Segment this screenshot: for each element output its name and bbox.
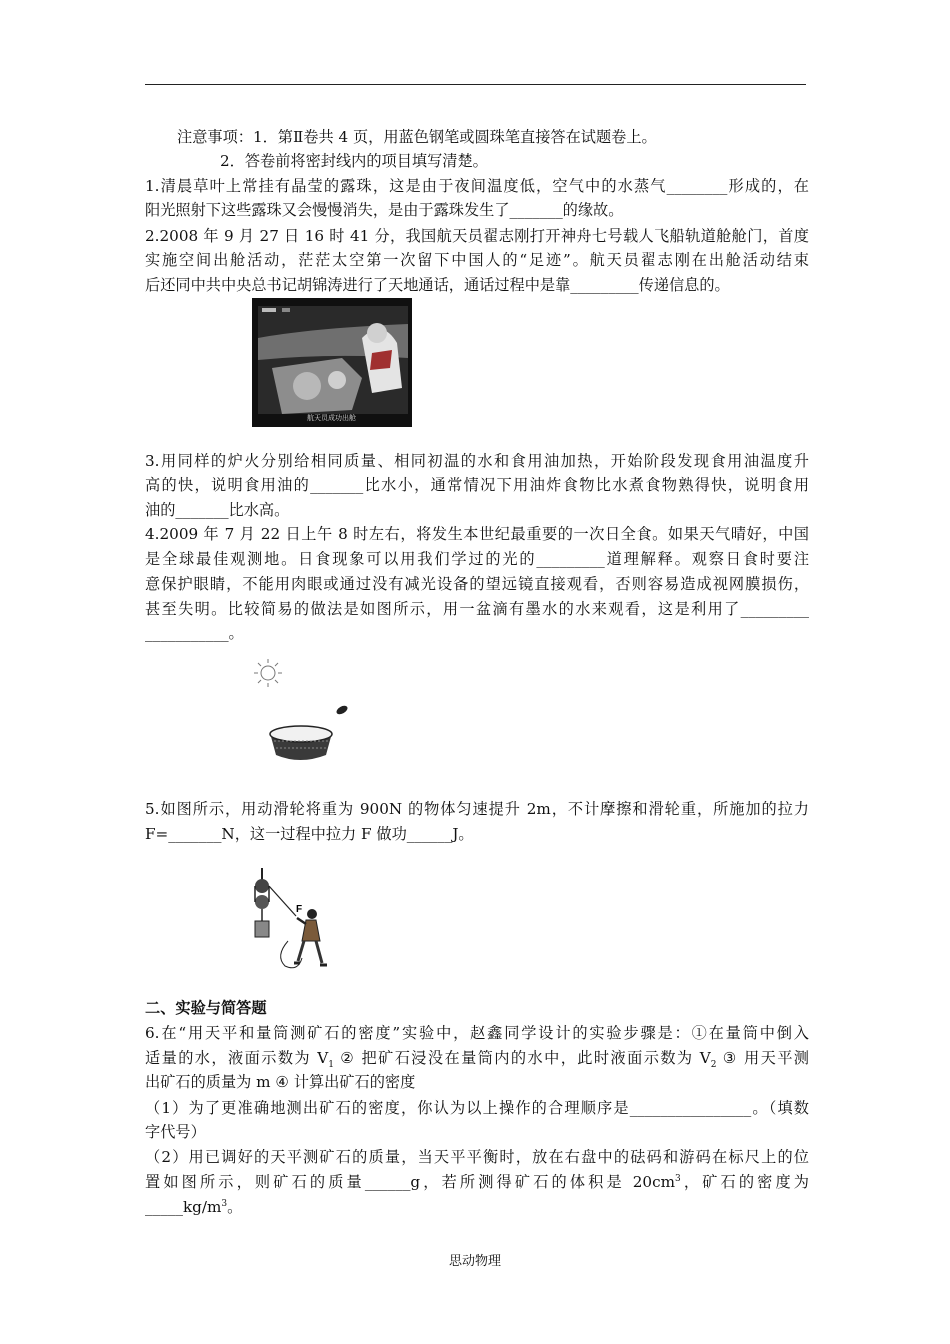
q1-line-1: 1.清晨草叶上常挂有晶莹的露珠，这是由于夜间温度低，空气中的水蒸气________形成的，在 xyxy=(145,177,809,195)
section-2-title: 二、实验与简答题 xyxy=(145,999,267,1017)
rope xyxy=(269,886,296,916)
q3-line-3: 油的_______比水高。 xyxy=(145,501,290,519)
q3-line-1: 3.用同样的炉火分别给相同质量、相同初温的水和食用油加热，开始阶段发现食用油温度升 xyxy=(145,452,809,470)
q4-line-1: 4.2009 年 7 月 22 日上午 8 时左右，将发生本世纪最重要的一次日全食。如果天气晴好，中国 xyxy=(145,525,809,543)
q5-line-2: F=_______N，这一过程中拉力 F 做功______J。 xyxy=(145,825,474,843)
q2-line-2: 实施空间出舱活动，茫茫太空第一次留下中国人的“足迹”。航天员翟志刚在出舱活动结束 xyxy=(145,251,809,269)
q6-line-8: $\_\_\_\_\_kg/m^3$。 xyxy=(145,1198,243,1216)
q6-line-2: 适量的水，液面示数为 $V_1$ ② 把矿石浸没在量筒内的水中，此时液面示数为 $V_2$ ③ 用天平测 xyxy=(145,1049,809,1071)
q4-line-3: 意保护眼睛，不能用肉眼或通过没有减光设备的望远镜直接观看，否则容易造成视网膜损伤， xyxy=(145,575,809,593)
photo-caption: 航天员成功出舱 xyxy=(307,414,356,422)
person-icon xyxy=(294,909,327,965)
q4-line-4: 甚至失明。比较简易的做法是如图所示，用一盆滴有墨水的水来观看，这是利用了_________ xyxy=(145,600,809,618)
sun-icon xyxy=(254,659,282,687)
force-label: F xyxy=(296,904,303,915)
q1-line-2: 阳光照射下这些露珠又会慢慢消失，是由于露珠发生了_______的缘故。 xyxy=(145,201,624,219)
pulley-icon xyxy=(255,868,269,937)
q2-line-1: 2.2008 年 9 月 27 日 16 时 41 分，我国航天员翟志刚打开神舟七号载人飞船轨道舱舱门，首度 xyxy=(145,227,809,245)
q3-line-2: 高的快，说明食用油的_______比水小，通常情况下用油炸食物比水煮食物熟得快，说明食用 xyxy=(145,476,809,494)
page-footer: 思动物理 xyxy=(448,1254,501,1269)
q6-line-4: （1）为了更准确地测出矿石的密度，你认为以上操作的合理顺序是________________。（填数 xyxy=(145,1099,809,1117)
notes-line-1: 注意事项：1．第Ⅱ卷共 4 页，用蓝色钢笔或圆珠笔直接答在试题卷上。 xyxy=(177,128,657,146)
eclipse-basin-figure xyxy=(250,655,360,770)
notes-line-2: 2．答卷前将密封线内的项目填写清楚。 xyxy=(220,152,488,170)
pulley-figure xyxy=(250,866,340,978)
q4-line-2: 是全球最佳观测地。日食现象可以用我们学过的光的_________道理解释。观察日食时要注 xyxy=(145,550,809,568)
q2-line-3: 后还同中共中央总书记胡锦涛进行了天地通话，通话过程中是靠_________传递信息的。 xyxy=(145,276,730,294)
q6-line-1: 6.在“用天平和量筒测矿石的密度”实验中，赵鑫同学设计的实验步骤是：①在量筒中倒入 xyxy=(145,1024,809,1042)
header-rule xyxy=(145,84,806,85)
q6-line-3: 出矿石的质量为 m ④ 计算出矿石的密度 xyxy=(145,1073,416,1091)
q6-line-5: 字代号） xyxy=(145,1123,206,1141)
q5-line-1: 5.如图所示，用动滑轮将重为 900N 的物体匀速提升 2m，不计摩擦和滑轮重，所施加的拉力 xyxy=(145,800,809,818)
basin-icon xyxy=(270,726,332,760)
eye-icon xyxy=(335,704,349,716)
q6-line-6: （2）用已调好的天平测矿石的质量，当天平平衡时，放在右盘中的砝码和游码在标尺上的位 xyxy=(145,1148,809,1166)
astronaut-photo xyxy=(252,298,412,427)
q6-line-7: 置如图所示，则矿石的质量______g，若所测得矿石的体积是 $20cm^3$，矿石的密度为 xyxy=(145,1173,809,1191)
q4-line-5: ___________。 xyxy=(145,624,244,642)
